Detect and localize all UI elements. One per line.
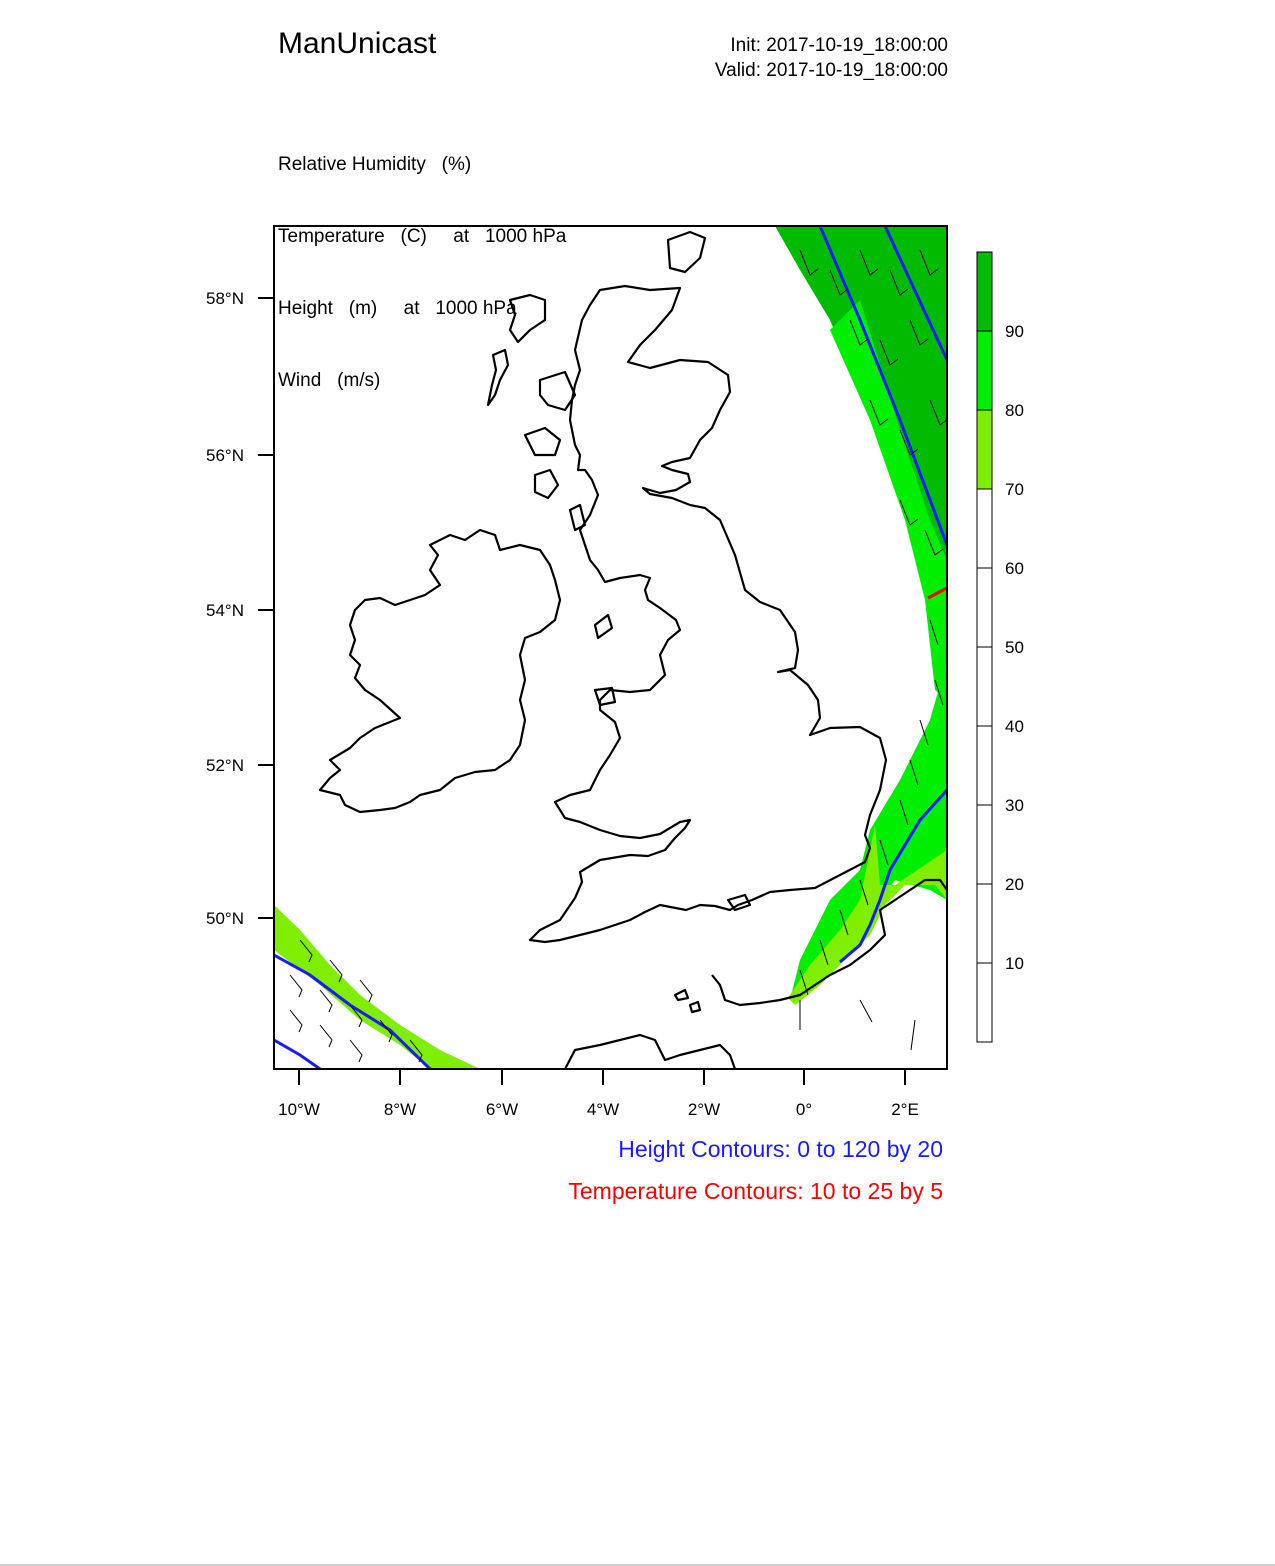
map-plot-area bbox=[274, 226, 948, 1069]
lon-tick-label: 4°W bbox=[586, 1100, 620, 1119]
description-line-height: Height (m) at 1000 hPa bbox=[278, 298, 517, 319]
colorbar bbox=[977, 252, 1024, 1042]
coastline-ireland bbox=[320, 530, 560, 812]
colorbar-label: 10 bbox=[1005, 954, 1024, 973]
lat-tick-label: 54°N bbox=[206, 601, 244, 620]
init-time: Init: 2017-10-19_18:00:00 bbox=[730, 35, 948, 56]
lon-tick-marks bbox=[299, 1069, 905, 1085]
colorbar-bin bbox=[977, 726, 992, 805]
colorbar-label: 80 bbox=[1005, 401, 1024, 420]
colorbar-bin bbox=[977, 884, 992, 963]
colorbar-label: 30 bbox=[1005, 796, 1024, 815]
lon-tick-label: 0° bbox=[795, 1100, 813, 1119]
lat-tick-label: 50°N bbox=[206, 909, 244, 928]
coastline-great-britain bbox=[530, 286, 886, 942]
coastline-skye bbox=[540, 372, 575, 410]
lat-tick-label: 58°N bbox=[206, 289, 244, 308]
height-contour-legend: Height Contours: 0 to 120 by 20 bbox=[618, 1136, 943, 1162]
description-line-temperature: Temperature (C) at 1000 hPa bbox=[278, 226, 567, 247]
colorbar-bin bbox=[977, 410, 992, 489]
coastline-arran bbox=[570, 505, 585, 530]
lon-tick-label: 6°W bbox=[485, 1100, 519, 1119]
lon-tick-label: 10°W bbox=[278, 1100, 320, 1119]
description-line-rh: Relative Humidity (%) bbox=[278, 154, 472, 175]
coastline-france bbox=[565, 880, 947, 1069]
lon-tick-label: 2°E bbox=[891, 1100, 919, 1119]
chart-title: ManUnicast bbox=[278, 27, 437, 60]
lat-tick-label: 56°N bbox=[206, 446, 244, 465]
colorbar-label: 60 bbox=[1005, 559, 1024, 578]
lat-tick-label: 52°N bbox=[206, 756, 244, 775]
colorbar-label: 20 bbox=[1005, 875, 1024, 894]
colorbar-label: 70 bbox=[1005, 480, 1024, 499]
lat-tick-marks bbox=[258, 298, 274, 918]
colorbar-label: 50 bbox=[1005, 638, 1024, 657]
valid-time: Valid: 2017-10-19_18:00:00 bbox=[714, 60, 948, 81]
colorbar-bin bbox=[977, 489, 992, 568]
coastline-islay bbox=[535, 470, 558, 498]
coastline-mull bbox=[525, 428, 560, 455]
colorbar-bin bbox=[977, 805, 992, 884]
coastline-channel-islands bbox=[675, 990, 700, 1012]
colorbar-bin bbox=[977, 331, 992, 410]
coastline-hebrides-1 bbox=[488, 350, 508, 405]
colorbar-bin bbox=[977, 252, 992, 331]
colorbar-bin bbox=[977, 647, 992, 726]
lon-tick-label: 2°W bbox=[687, 1100, 721, 1119]
lon-tick-label: 8°W bbox=[383, 1100, 417, 1119]
coastline-hebrides-2 bbox=[510, 295, 545, 342]
description-line-wind: Wind (m/s) bbox=[278, 370, 381, 391]
coastline-orkney bbox=[668, 232, 705, 272]
coastline-isle-of-man bbox=[595, 615, 612, 638]
rh-shading-channel bbox=[790, 660, 947, 1000]
colorbar-label: 40 bbox=[1005, 717, 1024, 736]
colorbar-label: 90 bbox=[1005, 322, 1024, 341]
colorbar-bin bbox=[977, 568, 992, 647]
colorbar-bin bbox=[977, 963, 992, 1042]
temperature-contour-legend: Temperature Contours: 10 to 25 by 5 bbox=[568, 1178, 943, 1204]
